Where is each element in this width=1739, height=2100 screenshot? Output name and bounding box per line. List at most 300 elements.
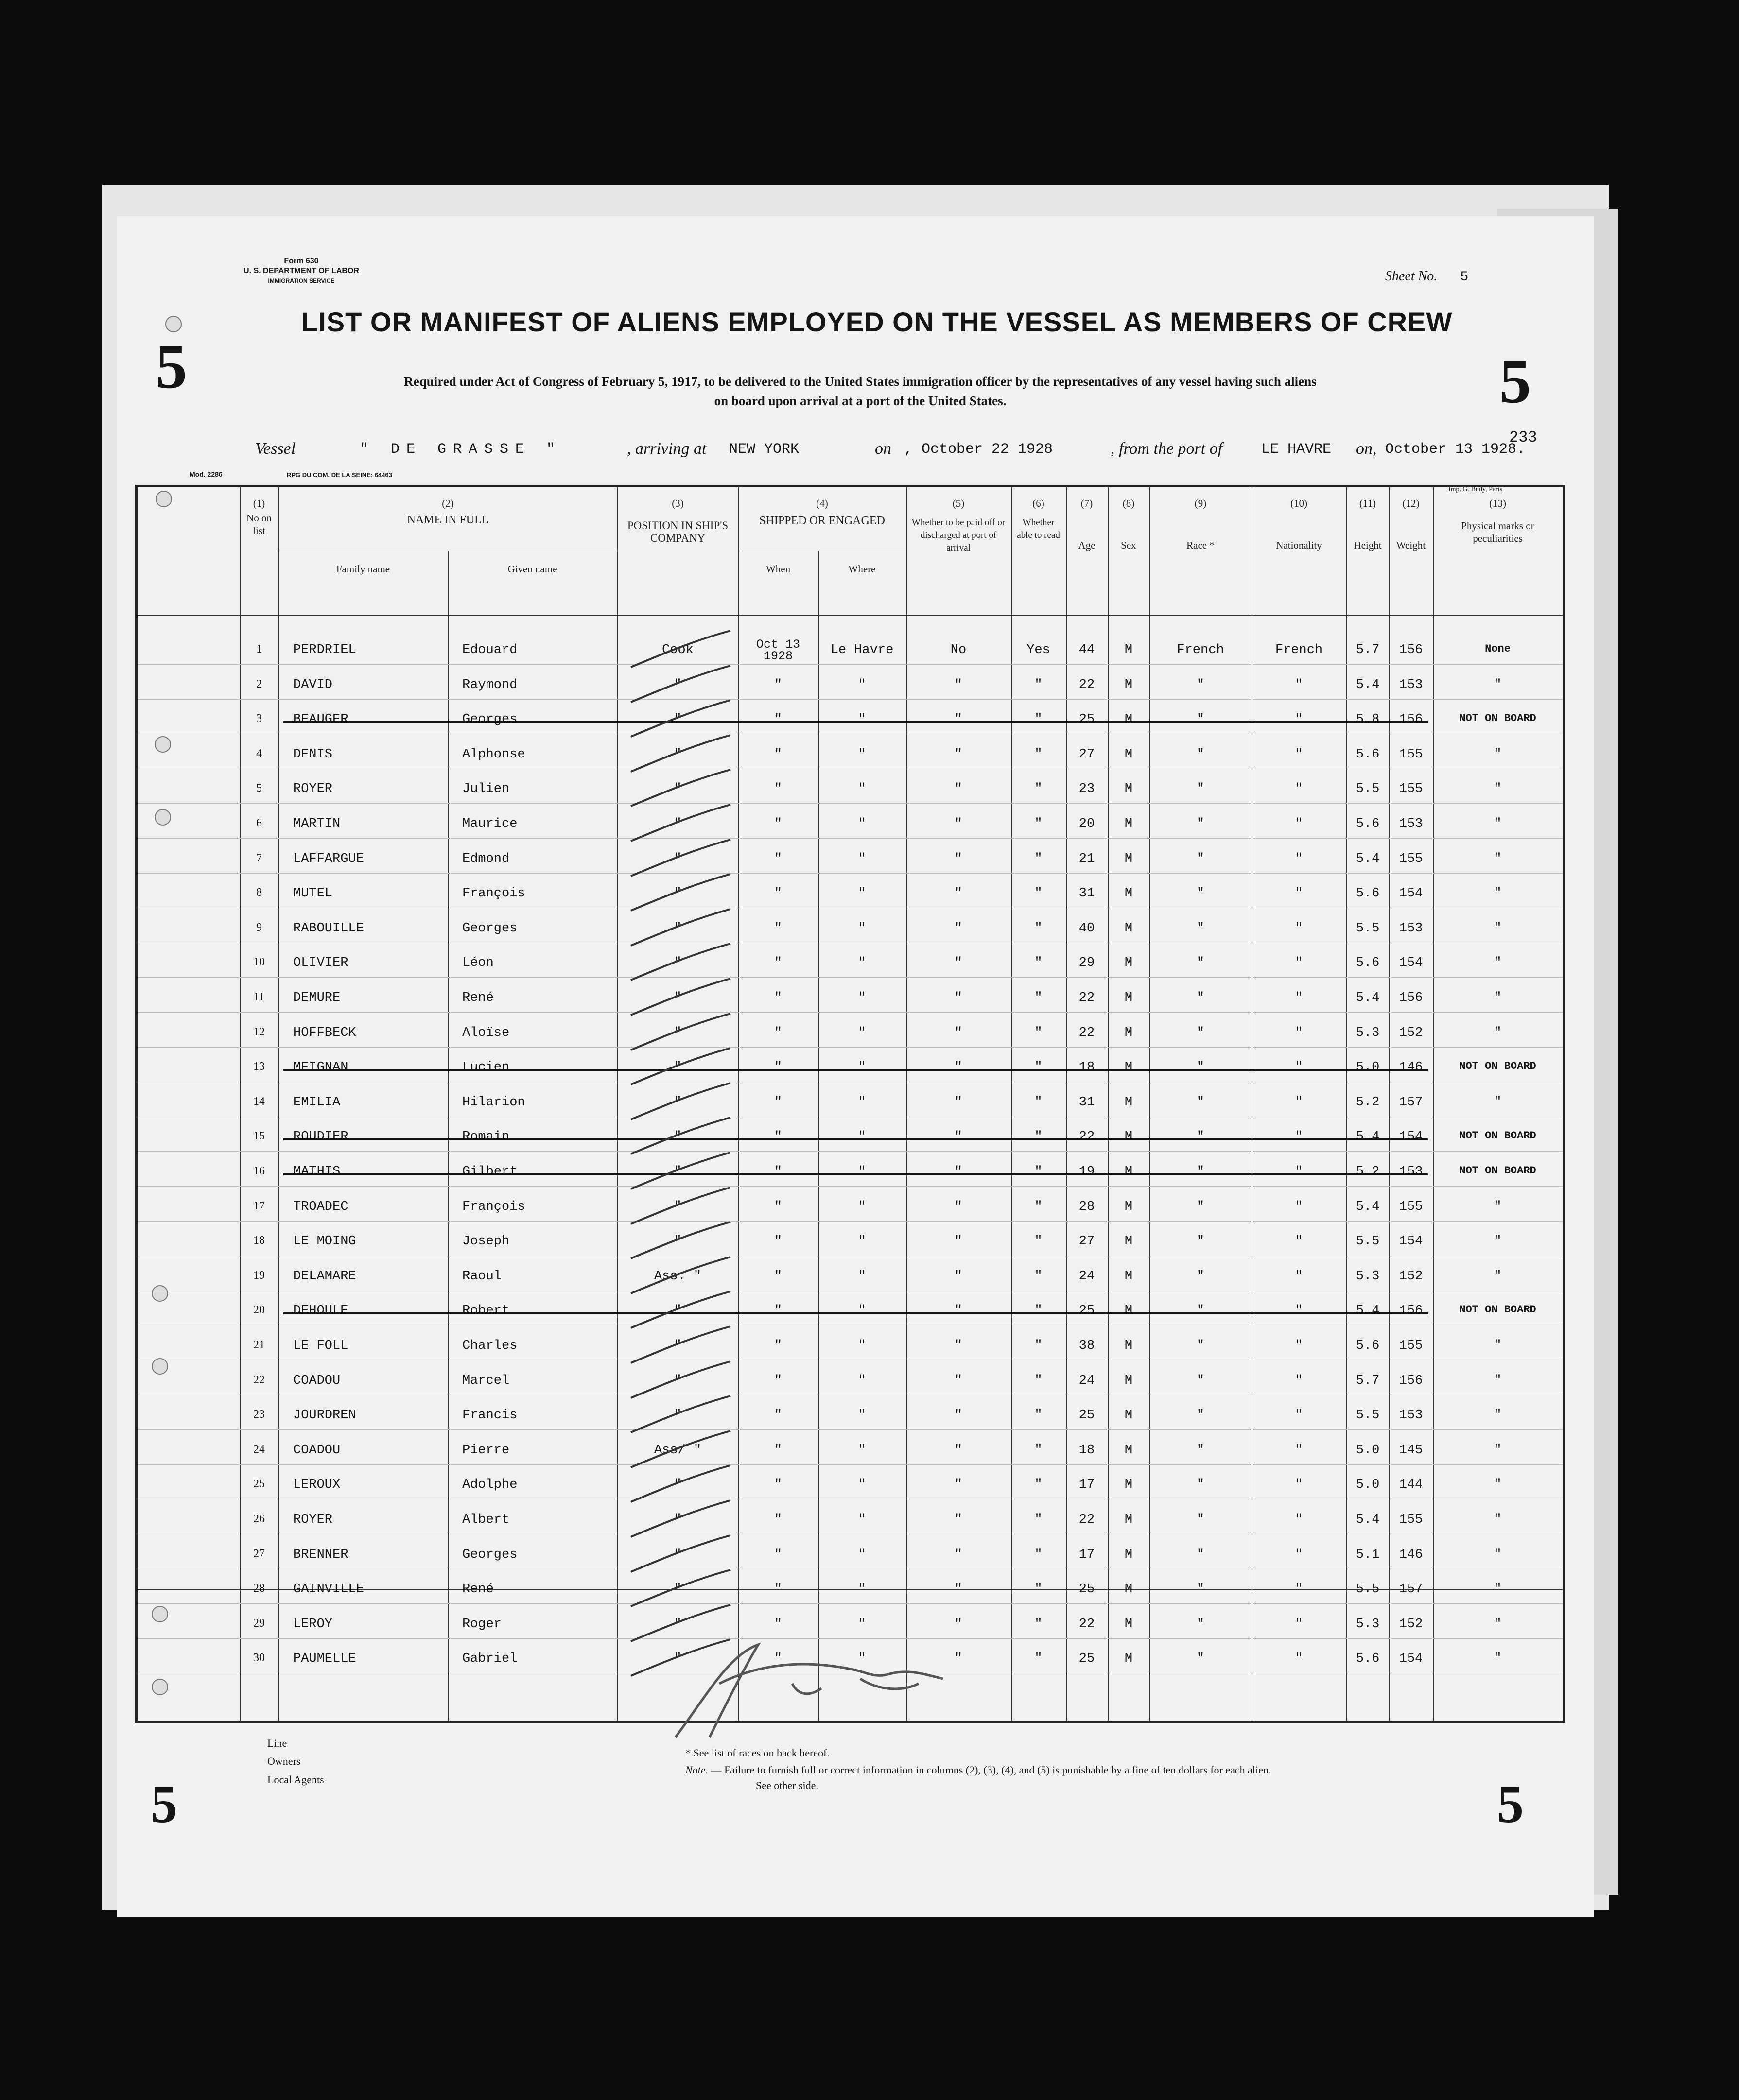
- registry-number: RPG DU COM. DE LA SEINE: 64463: [287, 471, 392, 479]
- row-rule: [138, 1012, 1563, 1013]
- height: 5.0: [1356, 1478, 1380, 1493]
- nationality: ": [1295, 1130, 1303, 1145]
- height: 5.5: [1356, 782, 1380, 797]
- shipped-where: ": [858, 1443, 866, 1458]
- col-num: (13): [1489, 498, 1506, 509]
- height: 5.6: [1356, 886, 1380, 901]
- physical-marks: ": [1494, 1373, 1502, 1388]
- shipped-where: ": [858, 1130, 866, 1145]
- weight: 152: [1399, 1269, 1423, 1284]
- weight: 153: [1399, 921, 1423, 936]
- family-name: PERDRIEL: [293, 643, 356, 657]
- row-number: 17: [253, 1199, 265, 1212]
- race: ": [1196, 782, 1205, 797]
- sheet-label: Sheet No.: [1385, 269, 1438, 284]
- weight: 154: [1399, 1652, 1423, 1667]
- col-label: Race *: [1186, 539, 1215, 551]
- age: 24: [1078, 1269, 1095, 1284]
- shipped-where: Le Havre: [830, 643, 894, 657]
- sex: M: [1124, 1373, 1133, 1388]
- given-name: Léon: [462, 956, 494, 971]
- age: 22: [1078, 1513, 1095, 1527]
- given-name: Alphonse: [462, 747, 525, 762]
- shipped-when: ": [774, 1130, 783, 1145]
- able-to-read: ": [1034, 1652, 1043, 1667]
- physical-marks: ": [1494, 782, 1502, 797]
- shipped-when: ": [774, 1373, 783, 1388]
- height: 5.3: [1356, 1025, 1380, 1040]
- shipped-where: ": [858, 1339, 866, 1353]
- paid-off: ": [954, 1408, 963, 1423]
- shipped-where: ": [858, 956, 866, 971]
- race: ": [1196, 1130, 1205, 1145]
- weight: 154: [1399, 1130, 1423, 1145]
- family-name: ROYER: [293, 1513, 333, 1527]
- sheet-value: 5: [1460, 270, 1469, 285]
- weight: 157: [1399, 1095, 1423, 1110]
- given-name: Edmond: [462, 851, 510, 866]
- physical-marks: ": [1494, 677, 1502, 692]
- physical-marks: ": [1494, 1652, 1502, 1667]
- family-name: LAFFARGUE: [293, 851, 364, 866]
- col-label: Sex: [1121, 539, 1136, 551]
- shipped-when: ": [774, 747, 783, 762]
- sex: M: [1124, 1652, 1133, 1667]
- nationality: ": [1295, 1478, 1303, 1493]
- height: 5.4: [1356, 677, 1380, 692]
- family-name: HOFFBECK: [293, 1025, 356, 1040]
- subtitle-line-2: on board upon arrival at a port of the United States.: [714, 394, 1007, 408]
- physical-marks: None: [1485, 643, 1511, 655]
- shipped-where: ": [858, 712, 866, 727]
- position: ": [674, 1025, 682, 1040]
- row-number: 9: [256, 921, 262, 934]
- position: ": [674, 1547, 682, 1562]
- mod-number: Mod. 2286: [190, 470, 223, 478]
- paid-off: ": [954, 1060, 963, 1075]
- row-number: 27: [253, 1547, 265, 1560]
- shipped-when: Oct 13 1928: [756, 637, 800, 663]
- paid-off: ": [954, 991, 963, 1005]
- family-name: DEHOULE: [293, 1304, 348, 1319]
- family-name: MEIGNAN: [293, 1060, 348, 1075]
- race: ": [1196, 886, 1205, 901]
- age: 25: [1078, 1304, 1095, 1319]
- strike-through-line: [283, 1173, 1428, 1175]
- family-name: LE MOING: [293, 1234, 356, 1249]
- race: ": [1196, 956, 1205, 971]
- family-name: COADOU: [293, 1443, 341, 1458]
- sex: M: [1124, 1269, 1133, 1284]
- weight: 155: [1399, 851, 1423, 866]
- able-to-read: ": [1034, 1025, 1043, 1040]
- row-number: 15: [253, 1130, 265, 1143]
- given-name: François: [462, 1199, 525, 1214]
- position: ": [674, 956, 682, 971]
- row-number: 10: [253, 956, 265, 969]
- departure-date: October 13 1928.: [1385, 441, 1526, 458]
- race: ": [1196, 991, 1205, 1005]
- subtitle: [233, 372, 1487, 411]
- paid-off: ": [954, 1130, 963, 1145]
- vessel-name: " DE GRASSE ": [360, 441, 562, 458]
- row-number: 4: [256, 747, 262, 760]
- shipped-where: ": [858, 1095, 866, 1110]
- shipped-where: ": [858, 886, 866, 901]
- able-to-read: ": [1034, 956, 1043, 971]
- col-label: POSITION IN SHIP'S COMPANY: [627, 519, 729, 544]
- height: 5.6: [1356, 747, 1380, 762]
- height: 5.0: [1356, 1060, 1380, 1075]
- nationality: ": [1295, 1617, 1303, 1632]
- able-to-read: ": [1034, 1408, 1043, 1423]
- sex: M: [1124, 1025, 1133, 1040]
- shipped-when: ": [774, 1478, 783, 1493]
- family-name: LEROY: [293, 1617, 333, 1632]
- paid-off: ": [954, 1478, 963, 1493]
- races-note: * See list of races on back hereof.: [685, 1747, 830, 1759]
- sex: M: [1124, 1060, 1133, 1075]
- height: 5.2: [1356, 1165, 1380, 1179]
- sheet-big-number-left: 5: [156, 332, 187, 402]
- family-name: LE FOLL: [293, 1339, 348, 1353]
- weight: 155: [1399, 782, 1423, 797]
- shipped-where: ": [858, 921, 866, 936]
- row-number: 21: [253, 1339, 265, 1351]
- age: 44: [1078, 643, 1095, 657]
- family-name: LEROUX: [293, 1478, 341, 1493]
- family-name: GAINVILLE: [293, 1582, 364, 1597]
- physical-marks: ": [1494, 1617, 1502, 1632]
- weight: 153: [1399, 817, 1423, 831]
- col-num: (8): [1122, 498, 1135, 509]
- manifest-table: [135, 485, 1565, 1723]
- departure-port: LE HAVRE: [1261, 441, 1332, 458]
- race: ": [1196, 1269, 1205, 1284]
- position: ": [674, 1513, 682, 1527]
- position: ": [674, 921, 682, 936]
- race: ": [1196, 1652, 1205, 1667]
- able-to-read: ": [1034, 1199, 1043, 1214]
- age: 19: [1078, 1165, 1095, 1179]
- race: ": [1196, 1513, 1205, 1527]
- age: 31: [1078, 886, 1095, 901]
- row-number: 30: [253, 1652, 265, 1665]
- age: 17: [1078, 1478, 1095, 1493]
- weight: 145: [1399, 1443, 1423, 1458]
- family-name: ROUDIER: [293, 1130, 348, 1145]
- able-to-read: ": [1034, 747, 1043, 762]
- height: 5.5: [1356, 1582, 1380, 1597]
- row-rule: [138, 1464, 1563, 1465]
- nationality: ": [1295, 1547, 1303, 1562]
- family-name: OLIVIER: [293, 956, 348, 971]
- height: 5.7: [1356, 643, 1380, 657]
- race: ": [1196, 1025, 1205, 1040]
- physical-marks: ": [1494, 1234, 1502, 1249]
- family-name: MATHIS: [293, 1165, 341, 1179]
- physical-marks: ": [1494, 991, 1502, 1005]
- given-name: Lucien: [462, 1060, 510, 1075]
- given-name: Gilbert: [462, 1165, 518, 1179]
- height: 5.8: [1356, 712, 1380, 727]
- row-rule: [138, 838, 1563, 839]
- given-name: Joseph: [462, 1234, 510, 1249]
- race: ": [1196, 747, 1205, 762]
- arrival-date: , October 22 1928: [904, 441, 1053, 458]
- weight: 155: [1399, 1513, 1423, 1527]
- weight: 155: [1399, 1199, 1423, 1214]
- sex: M: [1124, 643, 1133, 657]
- weight: 146: [1399, 1547, 1423, 1562]
- shipped-when: ": [774, 1269, 783, 1284]
- given-name: Roger: [462, 1617, 502, 1632]
- shipped-when: ": [774, 782, 783, 797]
- weight: 153: [1399, 1408, 1423, 1423]
- position: ": [674, 1652, 682, 1667]
- col-num: (9): [1194, 498, 1207, 509]
- given-name: Adolphe: [462, 1478, 518, 1493]
- age: 28: [1078, 1199, 1095, 1214]
- local-agents-label: Local Agents: [267, 1773, 324, 1786]
- able-to-read: ": [1034, 817, 1043, 831]
- shipped-when: ": [774, 1165, 783, 1179]
- family-name: BRENNER: [293, 1547, 348, 1562]
- given-name: Raoul: [462, 1269, 502, 1284]
- nationality: ": [1295, 677, 1303, 692]
- able-to-read: ": [1034, 1095, 1043, 1110]
- nationality: French: [1275, 643, 1323, 657]
- paid-off: ": [954, 1373, 963, 1388]
- position: Ass/ ": [654, 1443, 702, 1458]
- able-to-read: ": [1034, 1373, 1043, 1388]
- sex: M: [1124, 1339, 1133, 1353]
- form-header: [204, 257, 399, 286]
- able-to-read: ": [1034, 1478, 1043, 1493]
- shipped-where: ": [858, 747, 866, 762]
- race: ": [1196, 677, 1205, 692]
- family-name: DELAMARE: [293, 1269, 356, 1284]
- given-name: Pierre: [462, 1443, 510, 1458]
- col-num: (6): [1032, 498, 1044, 509]
- race: ": [1196, 1617, 1205, 1632]
- position: ": [674, 1373, 682, 1388]
- row-number: 26: [253, 1513, 265, 1525]
- family-name: ROYER: [293, 782, 333, 797]
- sheet-number: [1385, 269, 1468, 285]
- given-name: Georges: [462, 921, 518, 936]
- able-to-read: ": [1034, 782, 1043, 797]
- from-port-label: , from the port of: [1111, 440, 1223, 458]
- paid-off: ": [954, 1617, 963, 1632]
- given-name: Charles: [462, 1339, 518, 1353]
- able-to-read: ": [1034, 1617, 1043, 1632]
- able-to-read: ": [1034, 1269, 1043, 1284]
- given-name: Georges: [462, 1547, 518, 1562]
- row-number: 19: [253, 1269, 265, 1282]
- weight: 155: [1399, 1339, 1423, 1353]
- col-label: Whether able to read: [1017, 517, 1060, 540]
- row-number: 24: [253, 1443, 265, 1456]
- physical-marks: ": [1494, 1443, 1502, 1458]
- paid-off: ": [954, 1339, 963, 1353]
- height: 5.4: [1356, 1199, 1380, 1214]
- race: ": [1196, 817, 1205, 831]
- age: 22: [1078, 991, 1095, 1005]
- row-number: 5: [256, 782, 262, 795]
- paid-off: ": [954, 1234, 963, 1249]
- weight: 154: [1399, 886, 1423, 901]
- penalty-note: [685, 1764, 1271, 1776]
- nationality: ": [1295, 747, 1303, 762]
- physical-marks: ": [1494, 817, 1502, 831]
- paid-off: ": [954, 1652, 963, 1667]
- sex: M: [1124, 1304, 1133, 1319]
- shipped-where: ": [858, 1478, 866, 1493]
- position: ": [674, 991, 682, 1005]
- sex: M: [1124, 1617, 1133, 1632]
- sex: M: [1124, 747, 1133, 762]
- footer-big-number-right: 5: [1497, 1774, 1524, 1834]
- weight: 157: [1399, 1582, 1423, 1597]
- col-header-family: Family name: [336, 563, 390, 575]
- position: ": [674, 886, 682, 901]
- race: ": [1196, 1408, 1205, 1423]
- shipped-when: ": [774, 1304, 783, 1319]
- paid-off: ": [954, 956, 963, 971]
- shipped-when: ": [774, 1095, 783, 1110]
- height: 5.4: [1356, 1304, 1380, 1319]
- shipped-where: ": [858, 1547, 866, 1562]
- race: ": [1196, 1095, 1205, 1110]
- weight: 156: [1399, 643, 1423, 657]
- sex: M: [1124, 1443, 1133, 1458]
- row-number: 22: [253, 1373, 265, 1386]
- height: 5.4: [1356, 1513, 1380, 1527]
- family-name: DENIS: [293, 747, 333, 762]
- race: ": [1196, 1339, 1205, 1353]
- position: ": [674, 1582, 682, 1597]
- race: ": [1196, 1234, 1205, 1249]
- row-number: 14: [253, 1095, 265, 1108]
- able-to-read: ": [1034, 991, 1043, 1005]
- shipped-when: ": [774, 1234, 783, 1249]
- age: 38: [1078, 1339, 1095, 1353]
- able-to-read: ": [1034, 1339, 1043, 1353]
- able-to-read: ": [1034, 1060, 1043, 1075]
- family-name: DEMURE: [293, 991, 341, 1005]
- height: 5.4: [1356, 851, 1380, 866]
- shipped-where: ": [858, 991, 866, 1005]
- given-name: René: [462, 991, 494, 1005]
- nationality: ": [1295, 1408, 1303, 1423]
- shipped-when: ": [774, 1547, 783, 1562]
- nationality: ": [1295, 1199, 1303, 1214]
- sex: M: [1124, 921, 1133, 936]
- nationality: ": [1295, 921, 1303, 936]
- shipped-when: ": [774, 1652, 783, 1667]
- paid-off: ": [954, 921, 963, 936]
- family-name: TROADEC: [293, 1199, 348, 1214]
- able-to-read: ": [1034, 1582, 1043, 1597]
- able-to-read: ": [1034, 1547, 1043, 1562]
- able-to-read: ": [1034, 1513, 1043, 1527]
- paid-off: ": [954, 1199, 963, 1214]
- age: 23: [1078, 782, 1095, 797]
- age: 18: [1078, 1443, 1095, 1458]
- col-num: (12): [1402, 498, 1420, 509]
- paid-off: ": [954, 1582, 963, 1597]
- shipped-when: ": [774, 1408, 783, 1423]
- col-num: (7): [1080, 498, 1093, 509]
- shipped-where: ": [858, 1582, 866, 1597]
- shipped-when: ": [774, 991, 783, 1005]
- able-to-read: ": [1034, 1165, 1043, 1179]
- shipped-when: ": [774, 886, 783, 901]
- given-name: René: [462, 1582, 494, 1597]
- row-number: 3: [256, 712, 262, 725]
- shipped-when: ": [774, 1513, 783, 1527]
- weight: 156: [1399, 1304, 1423, 1319]
- strike-through-line: [283, 721, 1428, 723]
- shipped-when: ": [774, 1339, 783, 1353]
- able-to-read: ": [1034, 921, 1043, 936]
- family-name: COADOU: [293, 1373, 341, 1388]
- race: ": [1196, 851, 1205, 866]
- sex: M: [1124, 1408, 1133, 1423]
- name-subdivider: [448, 551, 449, 615]
- able-to-read: ": [1034, 1443, 1043, 1458]
- col-header-paid: [906, 497, 1011, 561]
- nationality: ": [1295, 817, 1303, 831]
- sex: M: [1124, 1582, 1133, 1597]
- position: ": [674, 712, 682, 727]
- row-rule: [138, 664, 1563, 665]
- nationality: ": [1295, 1165, 1303, 1179]
- nationality: ": [1295, 1443, 1303, 1458]
- row-rule: [138, 1151, 1563, 1152]
- weight: 152: [1399, 1617, 1423, 1632]
- shipped-where: ": [858, 1025, 866, 1040]
- given-name: Georges: [462, 712, 518, 727]
- service: IMMIGRATION SERVICE: [268, 277, 335, 284]
- age: 17: [1078, 1547, 1095, 1562]
- given-name: Aloïse: [462, 1025, 510, 1040]
- age: 27: [1078, 747, 1095, 762]
- physical-marks: ": [1494, 1408, 1502, 1423]
- sex: M: [1124, 1234, 1133, 1249]
- physical-marks: ": [1494, 921, 1502, 936]
- shipped-where: ": [858, 1513, 866, 1527]
- weight: 144: [1399, 1478, 1423, 1493]
- age: 25: [1078, 712, 1095, 727]
- position: ": [674, 1408, 682, 1423]
- physical-marks: ": [1494, 1025, 1502, 1040]
- col-label: Age: [1078, 539, 1096, 551]
- sex: M: [1124, 886, 1133, 901]
- row-rule: [138, 1047, 1563, 1048]
- weight: 155: [1399, 747, 1423, 762]
- col-label: Physical marks or peculiarities: [1461, 520, 1534, 544]
- height: 5.0: [1356, 1443, 1380, 1458]
- physical-marks: ": [1494, 1095, 1502, 1110]
- age: 24: [1078, 1373, 1095, 1388]
- height: 5.5: [1356, 921, 1380, 936]
- sex: M: [1124, 712, 1133, 727]
- physical-marks: NOT ON BOARD: [1459, 1060, 1536, 1073]
- age: 22: [1078, 1025, 1095, 1040]
- position: ": [674, 1304, 682, 1319]
